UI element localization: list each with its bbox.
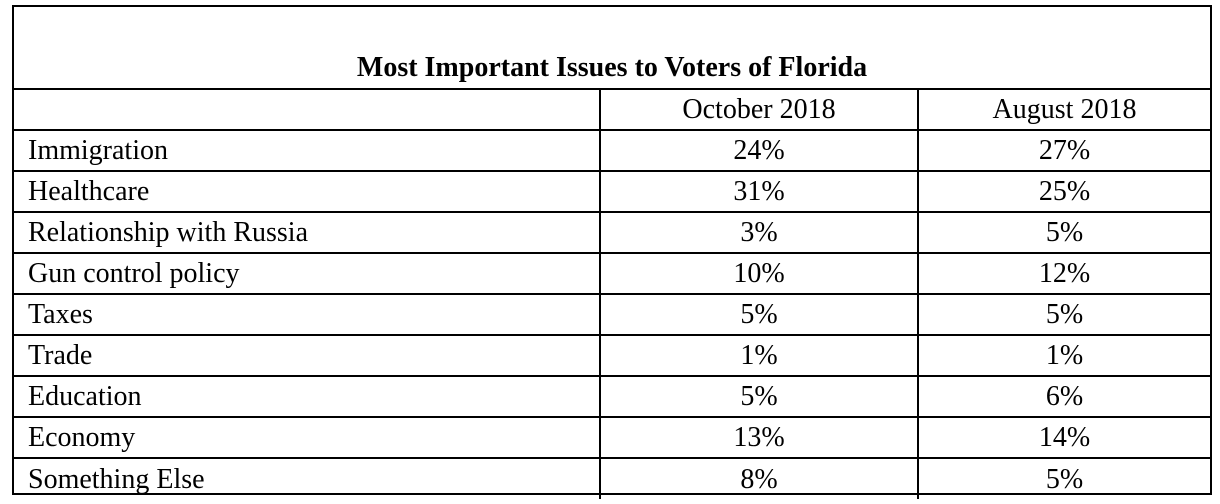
august-value: 27% <box>918 130 1210 171</box>
october-value: 8% <box>600 458 918 499</box>
august-value: 12% <box>918 253 1210 294</box>
table-row <box>14 376 1210 417</box>
issue-label: Healthcare <box>14 171 600 212</box>
august-value: 1% <box>918 335 1210 376</box>
october-value: 1% <box>600 335 918 376</box>
header-issue <box>14 89 600 130</box>
october-value: 13% <box>600 417 918 458</box>
table-row <box>14 335 1210 376</box>
october-value: 24% <box>600 130 918 171</box>
october-value: 3% <box>600 212 918 253</box>
table-title: Most Important Issues to Voters of Florida <box>356 52 868 83</box>
issue-label: Something Else <box>14 458 600 499</box>
title-area <box>14 7 1210 88</box>
august-value: 6% <box>918 376 1210 417</box>
issue-label: Gun control policy <box>14 253 600 294</box>
issue-label: Taxes <box>14 294 600 335</box>
table-body <box>14 130 1210 499</box>
issue-label: Trade <box>14 335 600 376</box>
table-row <box>14 212 1210 253</box>
issues-table <box>14 88 1210 499</box>
august-value: 14% <box>918 417 1210 458</box>
issue-label: Education <box>14 376 600 417</box>
table-row <box>14 417 1210 458</box>
header-august-2018: August 2018 <box>918 89 1210 130</box>
october-value: 5% <box>600 376 918 417</box>
issue-label: Economy <box>14 417 600 458</box>
issue-label: Relationship with Russia <box>14 212 600 253</box>
august-value: 25% <box>918 171 1210 212</box>
table-row <box>14 171 1210 212</box>
table-row <box>14 253 1210 294</box>
issue-label: Immigration <box>14 130 600 171</box>
october-value: 10% <box>600 253 918 294</box>
october-value: 5% <box>600 294 918 335</box>
august-value: 5% <box>918 212 1210 253</box>
october-value: 31% <box>600 171 918 212</box>
header-row <box>14 89 1210 130</box>
august-value: 5% <box>918 458 1210 499</box>
table-row <box>14 294 1210 335</box>
table-row <box>14 130 1210 171</box>
table-row <box>14 458 1210 499</box>
header-october-2018: October 2018 <box>600 89 918 130</box>
august-value: 5% <box>918 294 1210 335</box>
table-frame <box>12 5 1212 495</box>
